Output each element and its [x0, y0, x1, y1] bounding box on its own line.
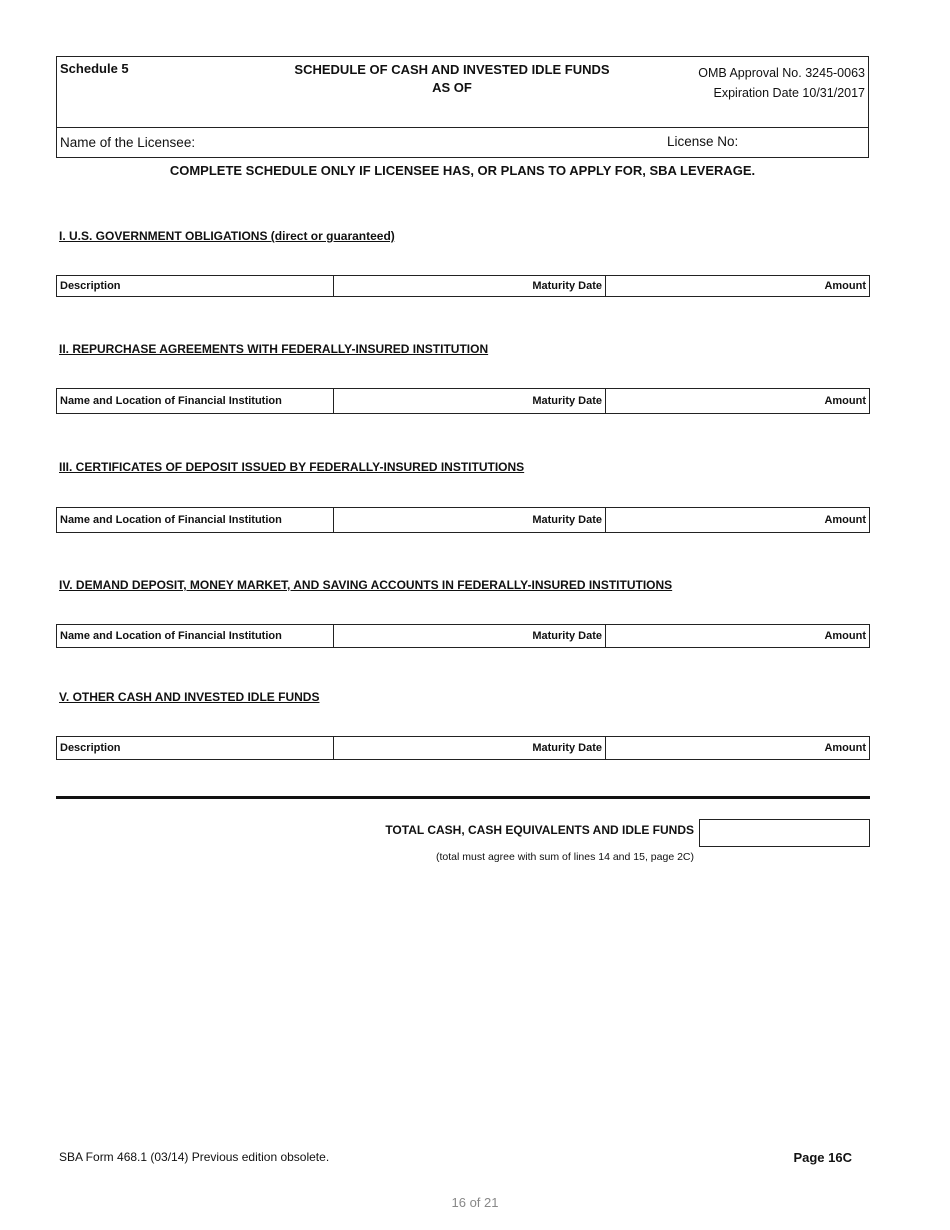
instruction-text: COMPLETE SCHEDULE ONLY IF LICENSEE HAS, OR PLANS TO APPLY FOR, SBA LEVERAGE.	[169, 163, 756, 178]
page-number: Page 16C	[793, 1150, 852, 1165]
section-table-us-government	[56, 275, 870, 297]
form-number: SBA Form 468.1 (03/14) Previous edition obsolete.	[59, 1150, 330, 1164]
maturity-date-column[interactable]: Maturity Date	[334, 625, 606, 647]
license-number-field[interactable]: License No:	[667, 134, 739, 149]
section-heading-us-government: I. U.S. GOVERNMENT OBLIGATIONS (direct or guaranteed)	[59, 229, 395, 243]
omb-approval: OMB Approval No. 3245-0063	[698, 66, 865, 80]
licensee-name-field[interactable]: Name of the Licensee:	[60, 135, 196, 150]
section-table-repurchase	[56, 388, 870, 414]
section-heading-demand-deposit: IV. DEMAND DEPOSIT, MONEY MARKET, AND SAVING ACCOUNTS IN FEDERALLY-INSURED INSTITUTIONS	[59, 578, 673, 592]
amount-column[interactable]: Amount	[824, 742, 866, 754]
form-title-line2: AS OF	[432, 80, 472, 95]
maturity-date-column[interactable]: Maturity Date	[334, 508, 606, 532]
amount-column[interactable]: Amount	[824, 280, 866, 292]
maturity-date-column[interactable]: Maturity Date	[334, 737, 606, 759]
total-label: TOTAL CASH, CASH EQUIVALENTS AND IDLE FUNDS	[385, 823, 694, 837]
description-column[interactable]: Description	[57, 276, 334, 296]
total-divider	[56, 796, 870, 799]
schedule-label: Schedule 5	[60, 61, 129, 76]
amount-column[interactable]: Amount	[824, 514, 866, 526]
maturity-date-column[interactable]: Maturity Date	[334, 389, 606, 413]
maturity-date-column[interactable]: Maturity Date	[334, 276, 606, 296]
total-amount-field[interactable]	[699, 819, 870, 847]
expiration-date: Expiration Date 10/31/2017	[713, 86, 865, 100]
header-divider	[57, 127, 868, 128]
section-heading-certificates: III. CERTIFICATES OF DEPOSIT ISSUED BY FEDERALLY-INSURED INSTITUTIONS	[59, 460, 525, 474]
institution-column[interactable]: Name and Location of Financial Institution	[57, 508, 334, 532]
section-table-certificates	[56, 507, 870, 533]
institution-column[interactable]: Name and Location of Financial Institution	[57, 389, 334, 413]
description-column[interactable]: Description	[57, 737, 334, 759]
section-table-demand-deposit	[56, 624, 870, 648]
amount-column[interactable]: Amount	[824, 395, 866, 407]
form-title-line1: SCHEDULE OF CASH AND INVESTED IDLE FUNDS	[294, 62, 610, 77]
section-heading-other-cash: V. OTHER CASH AND INVESTED IDLE FUNDS	[59, 690, 320, 704]
page-counter: 16 of 21	[451, 1195, 499, 1210]
form-header	[56, 56, 869, 158]
total-note: (total must agree with sum of lines 14 and 15, page 2C)	[436, 851, 694, 863]
omb-info	[698, 63, 865, 103]
form-title	[287, 61, 617, 97]
section-heading-repurchase: II. REPURCHASE AGREEMENTS WITH FEDERALLY-INSURED INSTITUTION	[59, 342, 489, 356]
institution-column[interactable]: Name and Location of Financial Institution	[57, 625, 334, 647]
section-table-other-cash	[56, 736, 870, 760]
amount-column[interactable]: Amount	[824, 630, 866, 642]
